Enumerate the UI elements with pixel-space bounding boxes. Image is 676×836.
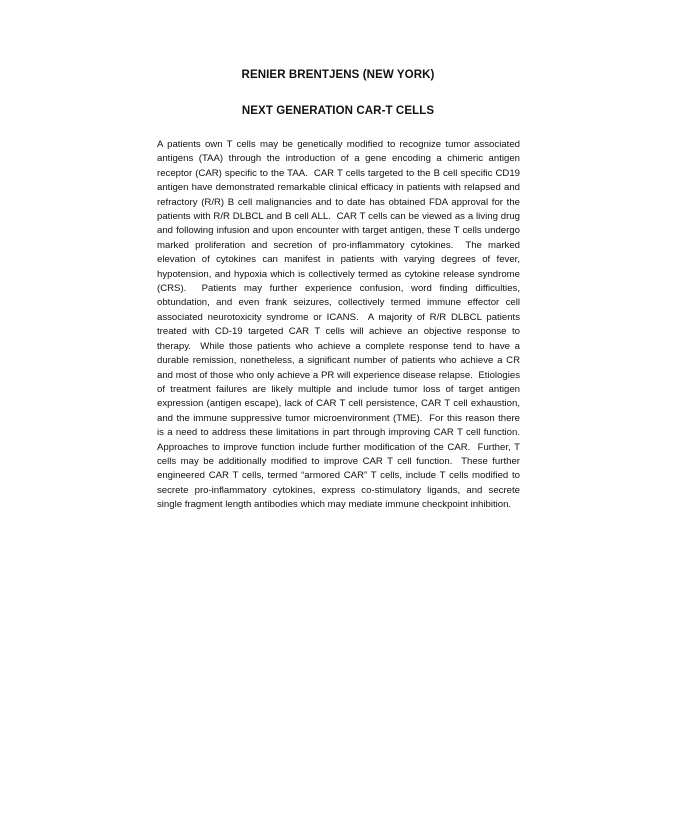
abstract-paragraph: A patients own T cells may be genetically modified to recognize tumor associated antigens (TAA) through the introduction of a gene encoding a chimeric antigen receptor (CAR) specific to the TAA. CAR T cells targeted to the B cell specific CD19 antigen have demonstrated remarkable clinical efficacy in patients with relapsed and refractory (R/R) B cell malignancies and to date has obtained FDA approval for the patients with R/R DLBCL and B cell ALL. CAR T cells can be viewed as a living drug and following infusion and upon encounter with target antigen, these T cells undergo marked proliferation and secretion of pro-inflammatory cytokines. The marked elevation of cytokines can manifest in patients with varying degrees of fever, hypotension, and hypoxia which is collectively termed as cytokine release syndrome (CRS). Patients may further experience confusion, word finding difficulties, obtundation, and even frank seizures, collectively termed immune effector cell associated neurotoxicity syndrome or ICANS. A majority of R/R DLBCL patients treated with CD-19 targeted CAR T cells will achieve an objective response to therapy. While those patients who achieve a complete response tend to have a durable remission, nonetheless, a significant number of patients who achieve a CR and most of those who only achieve a PR will experience disease relapse. Etiologies of treatment failures are likely multiple and include tumor loss of target antigen expression (antigen escape), lack of CAR T cell persistence, CAR T cell exhaustion, and the immune suppressive tumor microenvironment (TME). For this reason there is a need to address these limitations in part through improving CAR T cell function. Approaches to improve function include further modification of the CAR. Further, T cells may be additionally modified to improve CAR T cell function. These further engineered CAR T cells, termed “armored CAR” T cells, include T cells modified to secrete pro-inflammatory cytokines, express co-stimulatory ligands, and secrete single fragment length antibodies which may mediate immune checkpoint inhibition. [157, 139, 526, 511]
author-heading: RENIER BRENTJENS (NEW YORK) [241, 69, 435, 81]
page-title: NEXT GENERATION CAR-T CELLS [241, 105, 435, 117]
